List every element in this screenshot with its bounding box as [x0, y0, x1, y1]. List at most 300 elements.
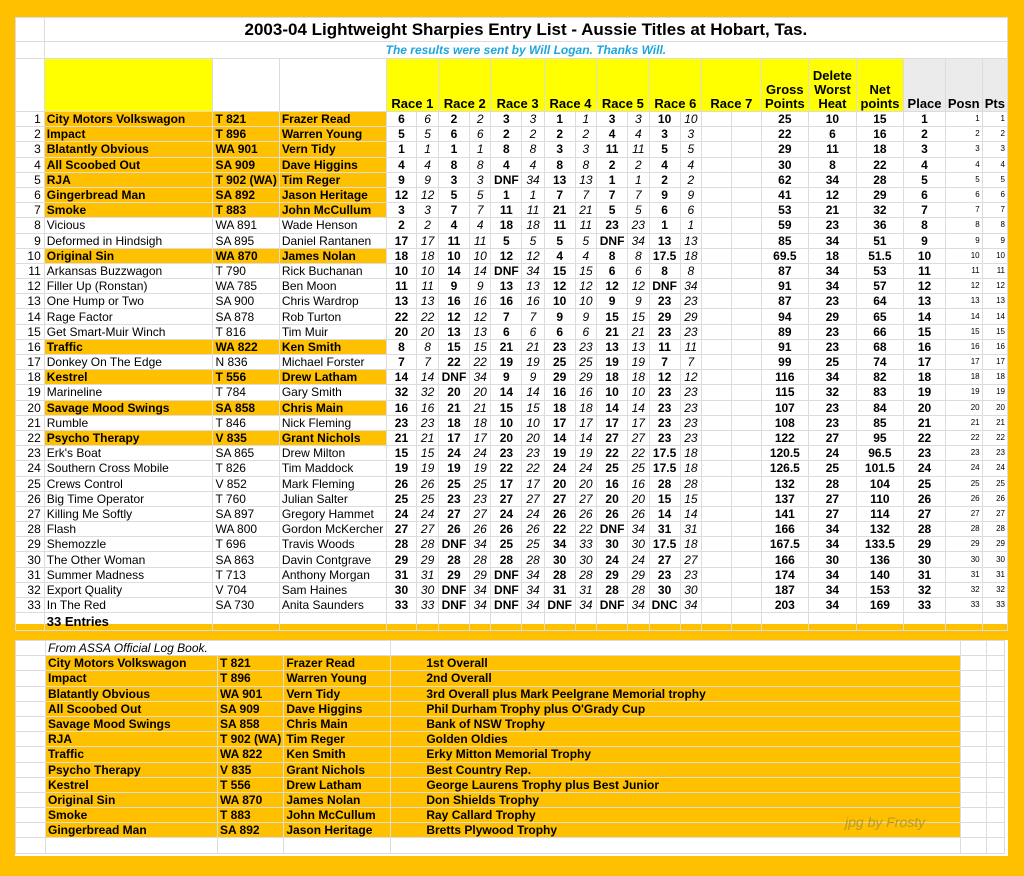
- place: 26: [904, 491, 946, 506]
- race-result: 3: [439, 172, 470, 187]
- pts: 24: [982, 461, 1007, 476]
- table-row: [16, 430, 1008, 445]
- race-7-points: [732, 203, 761, 218]
- race-points: 22: [575, 522, 597, 537]
- skipper-name: Warren Young: [279, 127, 386, 142]
- place: 6: [904, 187, 946, 202]
- race-points: 23: [680, 294, 702, 309]
- race-points: 24: [469, 446, 491, 461]
- race-result: 24: [544, 461, 575, 476]
- gross-points: 141: [761, 506, 809, 521]
- pts: 14: [982, 309, 1007, 324]
- row-number: 13: [16, 294, 45, 309]
- race-points: 19: [417, 461, 439, 476]
- deleted-worst-heat: 25: [809, 355, 857, 370]
- row-number: 23: [16, 446, 45, 461]
- race-points: 11: [575, 218, 597, 233]
- race-points: 10: [469, 248, 491, 263]
- pts: 11: [982, 263, 1007, 278]
- net-points: 169: [856, 598, 904, 613]
- race-7-result: [702, 218, 732, 233]
- race-result: 30: [597, 537, 628, 552]
- race-points: 23: [680, 415, 702, 430]
- posn: 29: [945, 537, 982, 552]
- sail-number: WA 901: [213, 142, 279, 157]
- race-points: 16: [469, 294, 491, 309]
- race-points: 14: [575, 430, 597, 445]
- boat-name: RJA: [44, 172, 213, 187]
- header-net-points: Net points: [856, 59, 904, 112]
- race-result: 1: [386, 142, 416, 157]
- race-result: 23: [597, 218, 628, 233]
- race-points: 7: [417, 355, 439, 370]
- race-points: 2: [680, 172, 702, 187]
- race-result: 1: [544, 112, 575, 127]
- gross-points: 108: [761, 415, 809, 430]
- race-result: 18: [597, 370, 628, 385]
- race-points: 9: [469, 279, 491, 294]
- race-7-result: [702, 112, 732, 127]
- race-points: 30: [628, 537, 650, 552]
- header-race-6: Race 6: [649, 59, 702, 112]
- place: 4: [904, 157, 946, 172]
- race-7-points: [732, 355, 761, 370]
- race-result: 29: [439, 567, 470, 582]
- race-result: 8: [439, 157, 470, 172]
- sail-number: V 704: [213, 582, 279, 597]
- race-result: 10: [439, 248, 470, 263]
- race-7-points: [732, 339, 761, 354]
- header-race-4: Race 4: [544, 59, 596, 112]
- sail-number: SA 878: [213, 309, 279, 324]
- race-points: 14: [417, 370, 439, 385]
- race-points: 24: [575, 461, 597, 476]
- race-result: 4: [544, 248, 575, 263]
- header-row: [16, 59, 1008, 112]
- net-points: 51: [856, 233, 904, 248]
- race-points: 31: [575, 582, 597, 597]
- boat-name: Export Quality: [44, 582, 213, 597]
- race-points: 6: [417, 112, 439, 127]
- race-points: 22: [469, 355, 491, 370]
- race-result: 23: [491, 446, 522, 461]
- race-points: 34: [522, 567, 544, 582]
- award-sail: V 835: [218, 762, 284, 777]
- award-title: George Laurens Trophy plus Best Junior: [391, 777, 961, 792]
- race-points: 6: [575, 324, 597, 339]
- table-row: [16, 339, 1008, 354]
- race-7-result: [702, 415, 732, 430]
- entries-count-row: [16, 613, 1008, 631]
- skipper-name: Frazer Read: [279, 112, 386, 127]
- race-points: 15: [628, 309, 650, 324]
- race-points: 12: [575, 279, 597, 294]
- race-points: 23: [680, 385, 702, 400]
- race-result: 25: [544, 355, 575, 370]
- race-points: 9: [575, 309, 597, 324]
- net-points: 66: [856, 324, 904, 339]
- gross-points: 69.5: [761, 248, 809, 263]
- race-points: 3: [680, 127, 702, 142]
- race-points: 2: [628, 157, 650, 172]
- race-7-points: [732, 522, 761, 537]
- race-7-result: [702, 172, 732, 187]
- award-title: 1st Overall: [391, 656, 961, 671]
- race-result: 15: [386, 446, 416, 461]
- deleted-worst-heat: 29: [809, 309, 857, 324]
- skipper-name: Ken Smith: [279, 339, 386, 354]
- race-result: 31: [544, 582, 575, 597]
- race-result: 25: [386, 491, 416, 506]
- place: 2: [904, 127, 946, 142]
- race-result: 23: [649, 430, 680, 445]
- place: 18: [904, 370, 946, 385]
- race-points: 8: [680, 263, 702, 278]
- race-result: 30: [386, 582, 416, 597]
- race-result: 12: [649, 370, 680, 385]
- race-points: 22: [522, 461, 544, 476]
- race-result: 26: [491, 522, 522, 537]
- race-points: 16: [628, 476, 650, 491]
- net-points: 16: [856, 127, 904, 142]
- pts: 30: [982, 552, 1007, 567]
- net-points: 51.5: [856, 248, 904, 263]
- race-7-points: [732, 127, 761, 142]
- race-points: 11: [522, 203, 544, 218]
- race-result: 5: [491, 233, 522, 248]
- race-7-result: [702, 309, 732, 324]
- sail-number: T 821: [213, 112, 279, 127]
- net-points: 85: [856, 415, 904, 430]
- race-result: 33: [386, 598, 416, 613]
- posn: 9: [945, 233, 982, 248]
- race-points: 22: [628, 446, 650, 461]
- header-race-5: Race 5: [597, 59, 649, 112]
- row-number: 8: [16, 218, 45, 233]
- net-points: 101.5: [856, 461, 904, 476]
- race-result: 5: [386, 127, 416, 142]
- place: 30: [904, 552, 946, 567]
- race-result: 13: [597, 339, 628, 354]
- race-result: 9: [649, 187, 680, 202]
- race-points: 12: [680, 370, 702, 385]
- award-row: [16, 701, 1005, 716]
- row-number: 9: [16, 233, 45, 248]
- table-row: [16, 187, 1008, 202]
- race-points: 34: [522, 582, 544, 597]
- place: 15: [904, 324, 946, 339]
- race-points: 34: [469, 537, 491, 552]
- gross-points: 122: [761, 430, 809, 445]
- race-7-result: [702, 142, 732, 157]
- race-result: 1: [597, 172, 628, 187]
- race-points: 25: [575, 355, 597, 370]
- place: 13: [904, 294, 946, 309]
- table-row: [16, 233, 1008, 248]
- boat-name: Rage Factor: [44, 309, 213, 324]
- sail-number: V 835: [213, 430, 279, 445]
- race-result: 21: [386, 430, 416, 445]
- posn: 15: [945, 324, 982, 339]
- row-number: 32: [16, 582, 45, 597]
- race-result: 15: [491, 400, 522, 415]
- race-points: 23: [417, 415, 439, 430]
- deleted-worst-heat: 34: [809, 233, 857, 248]
- gross-points: 62: [761, 172, 809, 187]
- boat-name: Shemozzle: [44, 537, 213, 552]
- race-points: 11: [680, 339, 702, 354]
- race-7-result: [702, 279, 732, 294]
- race-result: 19: [386, 461, 416, 476]
- skipper-name: Sam Haines: [279, 582, 386, 597]
- race-result: 24: [597, 552, 628, 567]
- award-skipper: Warren Young: [284, 671, 391, 686]
- race-7-result: [702, 537, 732, 552]
- table-row: [16, 522, 1008, 537]
- race-points: 23: [680, 430, 702, 445]
- net-points: 65: [856, 309, 904, 324]
- race-result: 23: [386, 415, 416, 430]
- race-points: 12: [417, 187, 439, 202]
- header-place: Place: [904, 59, 946, 112]
- race-7-result: [702, 522, 732, 537]
- boat-name: Kestrel: [44, 370, 213, 385]
- results-sheet: [15, 17, 1008, 629]
- race-result: 20: [439, 385, 470, 400]
- deleted-worst-heat: 34: [809, 172, 857, 187]
- race-result: 1: [439, 142, 470, 157]
- race-result: 28: [597, 582, 628, 597]
- pts: 9: [982, 233, 1007, 248]
- table-row: [16, 567, 1008, 582]
- race-result: 26: [597, 506, 628, 521]
- race-result: 28: [386, 537, 416, 552]
- race-result: 28: [649, 476, 680, 491]
- deleted-worst-heat: 18: [809, 248, 857, 263]
- race-7-points: [732, 567, 761, 582]
- race-points: 8: [469, 157, 491, 172]
- row-number: 15: [16, 324, 45, 339]
- posn: 17: [945, 355, 982, 370]
- race-points: 17: [522, 476, 544, 491]
- race-result: 9: [386, 172, 416, 187]
- posn: 13: [945, 294, 982, 309]
- race-points: 8: [575, 157, 597, 172]
- place: 27: [904, 506, 946, 521]
- pts: 8: [982, 218, 1007, 233]
- gross-points: 132: [761, 476, 809, 491]
- race-points: 5: [522, 233, 544, 248]
- race-points: 31: [417, 567, 439, 582]
- race-result: 31: [386, 567, 416, 582]
- posn: 19: [945, 385, 982, 400]
- race-result: 10: [544, 294, 575, 309]
- posn: 12: [945, 279, 982, 294]
- race-points: 20: [469, 385, 491, 400]
- race-result: DNF: [439, 598, 470, 613]
- net-points: 114: [856, 506, 904, 521]
- boat-name: Blatantly Obvious: [44, 142, 213, 157]
- sail-number: WA 822: [213, 339, 279, 354]
- race-points: 7: [575, 187, 597, 202]
- pts: 16: [982, 339, 1007, 354]
- award-title: Golden Oldies: [391, 732, 961, 747]
- gross-points: 59: [761, 218, 809, 233]
- race-result: 20: [491, 430, 522, 445]
- gross-points: 166: [761, 522, 809, 537]
- race-7-result: [702, 598, 732, 613]
- race-points: 10: [575, 294, 597, 309]
- race-result: 14: [544, 430, 575, 445]
- posn: 8: [945, 218, 982, 233]
- race-points: 7: [469, 203, 491, 218]
- place: 7: [904, 203, 946, 218]
- race-points: 23: [575, 339, 597, 354]
- boat-name: Rumble: [44, 415, 213, 430]
- race-7-points: [732, 142, 761, 157]
- race-result: 26: [439, 522, 470, 537]
- sail-number: SA 892: [213, 187, 279, 202]
- table-row: [16, 506, 1008, 521]
- race-7-result: [702, 370, 732, 385]
- race-result: 18: [439, 415, 470, 430]
- race-result: 21: [439, 400, 470, 415]
- race-7-points: [732, 218, 761, 233]
- race-result: 27: [386, 522, 416, 537]
- place: 20: [904, 400, 946, 415]
- race-result: 18: [544, 400, 575, 415]
- race-result: 17.5: [649, 461, 680, 476]
- race-points: 23: [680, 567, 702, 582]
- race-result: 32: [386, 385, 416, 400]
- race-result: 13: [544, 172, 575, 187]
- table-row: [16, 294, 1008, 309]
- race-points: 27: [575, 491, 597, 506]
- award-title: Ray Callard Trophy: [391, 808, 961, 823]
- race-7-result: [702, 430, 732, 445]
- race-result: 25: [597, 461, 628, 476]
- sail-number: SA 863: [213, 552, 279, 567]
- race-result: 28: [439, 552, 470, 567]
- deleted-worst-heat: 6: [809, 127, 857, 142]
- skipper-name: Tim Reger: [279, 172, 386, 187]
- race-7-result: [702, 203, 732, 218]
- race-result: DNF: [491, 172, 522, 187]
- pts: 15: [982, 324, 1007, 339]
- race-points: 18: [680, 446, 702, 461]
- table-row: [16, 142, 1008, 157]
- race-points: 20: [628, 491, 650, 506]
- boat-name: Get Smart-Muir Winch: [44, 324, 213, 339]
- posn: 7: [945, 203, 982, 218]
- table-row: [16, 248, 1008, 263]
- race-result: 10: [386, 263, 416, 278]
- pts: 18: [982, 370, 1007, 385]
- race-points: 1: [575, 112, 597, 127]
- race-points: 34: [522, 263, 544, 278]
- race-result: 15: [544, 263, 575, 278]
- boat-name: Traffic: [44, 339, 213, 354]
- race-points: 30: [575, 552, 597, 567]
- race-result: 34: [544, 537, 575, 552]
- award-sail: T 896: [218, 671, 284, 686]
- race-points: 4: [469, 218, 491, 233]
- race-points: 30: [417, 582, 439, 597]
- row-number: 30: [16, 552, 45, 567]
- net-points: 95: [856, 430, 904, 445]
- race-result: 6: [544, 324, 575, 339]
- posn: 1: [945, 112, 982, 127]
- pts: 32: [982, 582, 1007, 597]
- table-row: [16, 461, 1008, 476]
- race-points: 6: [469, 127, 491, 142]
- deleted-worst-heat: 27: [809, 430, 857, 445]
- deleted-worst-heat: 34: [809, 567, 857, 582]
- race-result: 12: [491, 248, 522, 263]
- race-7-result: [702, 385, 732, 400]
- sail-number: T 696: [213, 537, 279, 552]
- race-points: 33: [417, 598, 439, 613]
- race-result: 24: [491, 506, 522, 521]
- race-7-points: [732, 385, 761, 400]
- skipper-name: Chris Wardrop: [279, 294, 386, 309]
- header-race-2: Race 2: [439, 59, 491, 112]
- race-result: 23: [649, 385, 680, 400]
- row-number: 5: [16, 172, 45, 187]
- boat-name: Flash: [44, 522, 213, 537]
- race-7-result: [702, 461, 732, 476]
- race-result: 14: [439, 263, 470, 278]
- table-row: [16, 598, 1008, 613]
- row-number: 27: [16, 506, 45, 521]
- race-result: 7: [544, 187, 575, 202]
- award-boat: Psycho Therapy: [46, 762, 218, 777]
- place: 12: [904, 279, 946, 294]
- race-7-result: [702, 294, 732, 309]
- row-number: 21: [16, 415, 45, 430]
- row-number: 1: [16, 112, 45, 127]
- race-points: 3: [469, 172, 491, 187]
- deleted-worst-heat: 34: [809, 522, 857, 537]
- skipper-name: Gary Smith: [279, 385, 386, 400]
- pts: 23: [982, 446, 1007, 461]
- skipper-name: Anita Saunders: [279, 598, 386, 613]
- sail-number: T 883: [213, 203, 279, 218]
- race-points: 18: [575, 400, 597, 415]
- header-pts: Pts: [982, 59, 1007, 112]
- race-points: 5: [680, 142, 702, 157]
- pts: 12: [982, 279, 1007, 294]
- race-points: 34: [628, 598, 650, 613]
- boat-name: Donkey On The Edge: [44, 355, 213, 370]
- sail-number: WA 891: [213, 218, 279, 233]
- place: 9: [904, 233, 946, 248]
- award-row: [16, 792, 1005, 807]
- place: 1: [904, 112, 946, 127]
- net-points: 82: [856, 370, 904, 385]
- gross-points: 25: [761, 112, 809, 127]
- race-points: 24: [522, 506, 544, 521]
- race-7-result: [702, 324, 732, 339]
- race-points: 16: [522, 294, 544, 309]
- place: 14: [904, 309, 946, 324]
- race-result: 3: [491, 112, 522, 127]
- race-points: 24: [628, 552, 650, 567]
- race-points: 18: [680, 461, 702, 476]
- race-result: 29: [544, 370, 575, 385]
- race-points: 29: [628, 567, 650, 582]
- sail-number: T 790: [213, 263, 279, 278]
